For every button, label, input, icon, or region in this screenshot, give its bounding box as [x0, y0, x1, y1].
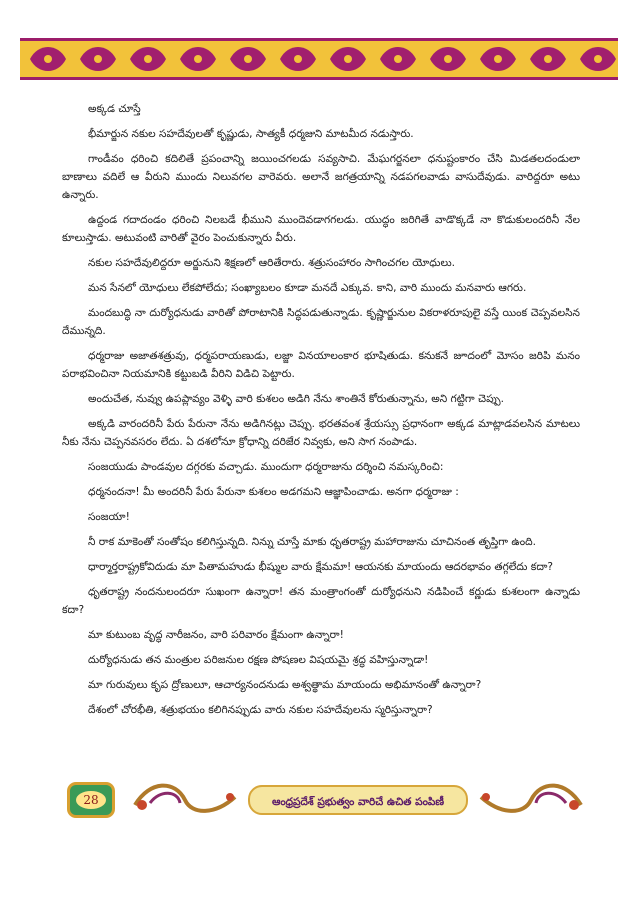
paragraph: సంజయా!	[88, 511, 130, 523]
page-number: 28	[76, 791, 106, 809]
page-number-badge	[70, 785, 112, 815]
paragraph: ఉద్దండ గదాదండం ధరించి నిలబడే భీముని ముందెవడాగగలడు. యుద్ధం జరిగితే వాడొక్కడే నా కొడుకులందరినీ నేల కూలుస్తాడు. అటువంటి వారితో వైరం పెంచుకున్నారు వీరు.	[62, 214, 580, 244]
paragraph: దేశంలో చోరభీతి, శత్రుభయం కలిగినప్పుడు వారు నకుల సహదేవులను స్మరిస్తున్నారా?	[88, 704, 433, 716]
page-body-text	[62, 100, 580, 726]
page-footer	[20, 775, 618, 825]
paragraph: అందుచేత, నువ్వు ఉపప్లావ్యం వెళ్ళి వారి కుశలం అడిగి నేను శాంతినే కోరుతున్నాను, అని గట్టిగా చెప్పు.	[88, 393, 504, 405]
paragraph: నీ రాక మాకెంతో సంతోషం కలిగిస్తున్నది. నిన్ను చూస్తే మాకు ధృతరాష్ట్ర మహారాజును చూచినంత తృప్తిగా ఉంది.	[88, 536, 537, 548]
paragraph: సంజయుడు పాండవుల దగ్గరకు వచ్చాడు. ముందుగా ధర్మరాజును దర్శించి నమస్కరించి:	[88, 461, 444, 473]
paragraph: మన సేనలో యోధులు లేకపోలేదు; సంఖ్యాబలం కూడా మనదే ఎక్కువ. కాని, వారి ముందు మనవారు ఆగరు.	[88, 282, 527, 294]
paragraph: భీమార్జున నకుల సహదేవులతో కృష్ణుడు, సాత్యకీ ధర్మజుని మాటమీద నడుస్తారు.	[88, 128, 414, 140]
banner-pattern-icon	[20, 41, 618, 77]
paragraph: ధృతరాష్ట్ర నందనులందరూ సుఖంగా ఉన్నారా! తన మంత్రాంగంతో దుర్యోధనుని నడిపించే కర్ణుడు కుశలంగా ఉన్నాడు కదా?	[62, 586, 580, 616]
paragraph: ధర్మనందనా! మీ అందరినీ పేరు పేరునా కుశలం అడగమని ఆజ్ఞాపించాడు. అనగా ధర్మరాజు :	[88, 486, 459, 498]
paragraph: ధర్మరాజు అజాతశత్రువు, ధర్మపరాయణుడు, లజ్జా వినయాలంకార భూషితుడు. కనుకనే జూదంలో మోసం జరిపి మనం పరాభవించినా నియమానికి కట్టుబడి వీరిని విడిచి పెట్టారు.	[62, 350, 580, 380]
paragraph: దుర్యోధనుడు తన మంత్రుల పరిజనుల రక్షణ పోషణల విషయమై శ్రద్ధ వహిస్తున్నాడా!	[88, 654, 429, 666]
paragraph: మా గురువులు కృప ద్రోణులూ, ఆచార్యనందనుడు అశ్వత్థామ మాయందు అభిమానంతో ఉన్నారా?	[88, 679, 482, 691]
scroll-ornament-left-icon	[130, 775, 240, 825]
paragraph: అక్కడి వారందరినీ పేరు పేరునా నేను అడిగినట్లు చెప్పు. భరతవంశ శ్రేయస్సు ప్రధానంగా అక్కడ మాట్లాడవలసిన మాటలు నీకు నేను చెప్పనవసరం లేదు. ఏ దశలోనూ క్రోధాన్ని దరిజేర నివ్వకు, అని సాగ నంపాడు.	[62, 418, 580, 448]
paragraph: అక్కడ చూస్తే	[88, 103, 141, 115]
paragraph: నకుల సహదేవులిద్దరూ అర్జునుని శిక్షణలో ఆరితేరారు. శత్రుసంహారం సాగించగల యోధులు.	[88, 257, 455, 269]
paragraph: మా కుటుంబ వృద్ధ నారీజనం, వారి పరివారం క్షేమంగా ఉన్నారా!	[88, 629, 344, 641]
paragraph: ధార్మార్తరాష్ట్రకోవిదుడు మా పితామహుడు భీష్ముల వారు క్షేమమా! ఆయనకు మాయందు ఆదరభావం తగ్గలేదు కదా?	[88, 561, 553, 573]
distribution-label: ఆంధ్రప్రదేశ్ ప్రభుత్వం వారిచే ఉచిత పంపిణీ	[248, 785, 468, 815]
scroll-ornament-right-icon	[476, 775, 586, 825]
paragraph: మందబుద్ధి నా దుర్యోధనుడు వారితో పోరాటానికి సిద్ధపడుతున్నాడు. కృష్ణార్జునుల వికరాళరూపులై వస్తే యింక చెప్పవలసిన దేమున్నది.	[62, 307, 580, 337]
decorative-header-banner	[20, 38, 618, 80]
paragraph: గాండీవం ధరించి కదిలితే ప్రపంచాన్ని జయించగలడు సవ్యసాచి. మేఘగర్జనలా ధనుష్టంకారం చేసి మిడతలదండులా బాణాలు వదిలే ఆ వీరుని ముందు నిలువగల వారెవరు. అలానే జగత్రయాన్ని నడపగలవాడు వాసుదేవుడు. వారిద్దరూ అటు ఉన్నారు.	[62, 153, 580, 201]
